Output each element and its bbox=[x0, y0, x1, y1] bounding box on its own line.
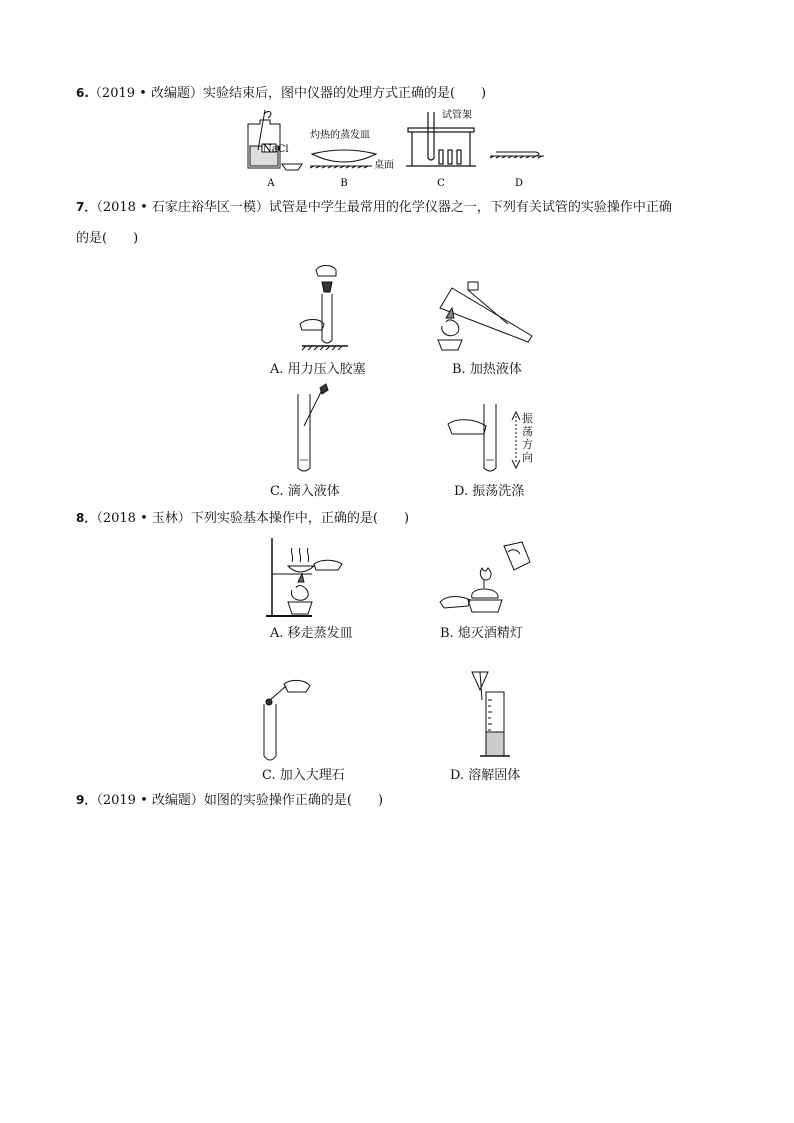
question-text: 下列实验基本操作中，正确的是( ) bbox=[190, 511, 410, 526]
shake-char-4: 向 bbox=[522, 451, 533, 464]
fig6-d-test-tube-flat bbox=[490, 152, 544, 158]
fig6-a-reagent-bottle bbox=[248, 110, 302, 170]
nacl-label: NaCl bbox=[263, 144, 289, 155]
question-8 bbox=[76, 503, 409, 534]
rack-label: 试管架 bbox=[442, 110, 472, 121]
fig8-b-extinguish-lamp bbox=[438, 542, 538, 620]
question-9 bbox=[76, 785, 383, 816]
shake-char-1: 振 bbox=[522, 412, 533, 425]
question-number: 7． bbox=[76, 200, 97, 214]
shake-direction-label bbox=[522, 412, 536, 464]
question-7 bbox=[76, 192, 672, 223]
fig8-a-move-dish bbox=[262, 538, 346, 622]
fig7-d-shake-tube bbox=[448, 404, 504, 476]
shake-direction-arrow bbox=[512, 412, 520, 468]
fig6-label-d: D bbox=[514, 178, 524, 189]
question-text: 如图的实验操作正确的是( ) bbox=[203, 793, 384, 808]
fig7-caption-a: A. 用力压入胶塞 bbox=[270, 362, 366, 377]
question-text-continued: 的是( ) bbox=[76, 231, 139, 246]
fig7-b-heat-liquid bbox=[432, 268, 542, 354]
question-source: （2019 • 改编题） bbox=[96, 793, 204, 808]
fig8-caption-a: A. 移走蒸发皿 bbox=[270, 626, 353, 641]
fig8-c-add-marble bbox=[262, 676, 312, 764]
question-number: 8． bbox=[76, 511, 97, 525]
fig6-label-a: A bbox=[267, 178, 275, 189]
question-source: （2018 • 石家庄裕华区一模） bbox=[96, 200, 269, 215]
fig7-caption-b: B. 加热液体 bbox=[452, 362, 522, 377]
question-number: 6. bbox=[76, 86, 89, 100]
fig8-caption-d: D. 溶解固体 bbox=[450, 768, 521, 783]
fig8-caption-c: C. 加入大理石 bbox=[262, 768, 345, 783]
question-text: 实验结束后，图中仪器的处理方式正确的是( ) bbox=[202, 86, 487, 101]
question-7-continued bbox=[76, 224, 138, 254]
question-text: 试管是中学生最常用的化学仪器之一，下列有关试管的实验操作中正确 bbox=[268, 200, 672, 215]
table-label: 桌面 bbox=[374, 160, 394, 171]
question-source: （2018 • 玉林） bbox=[96, 511, 191, 526]
shake-char-2: 荡 bbox=[522, 425, 533, 438]
fig7-c-drip-liquid bbox=[290, 384, 330, 476]
fig8-d-dissolve-solid bbox=[470, 670, 520, 764]
question-6 bbox=[76, 78, 486, 109]
fig6-b-evaporating-dish bbox=[310, 150, 376, 168]
fig6-label-b: B bbox=[340, 178, 348, 189]
fig7-a-press-stopper bbox=[292, 264, 352, 354]
question-source: （2019 • 改编题） bbox=[88, 86, 203, 101]
dish-label: 灼热的蒸发皿 bbox=[310, 130, 370, 141]
fig8-caption-b: B. 熄灭酒精灯 bbox=[440, 626, 523, 641]
figure-6 bbox=[240, 110, 560, 190]
fig6-label-c: C bbox=[437, 178, 445, 189]
shake-char-3: 方 bbox=[522, 438, 533, 451]
fig7-caption-d: D. 振荡洗涤 bbox=[454, 484, 525, 499]
fig7-caption-c: C. 滴入液体 bbox=[270, 484, 340, 499]
question-number: 9． bbox=[76, 793, 97, 807]
